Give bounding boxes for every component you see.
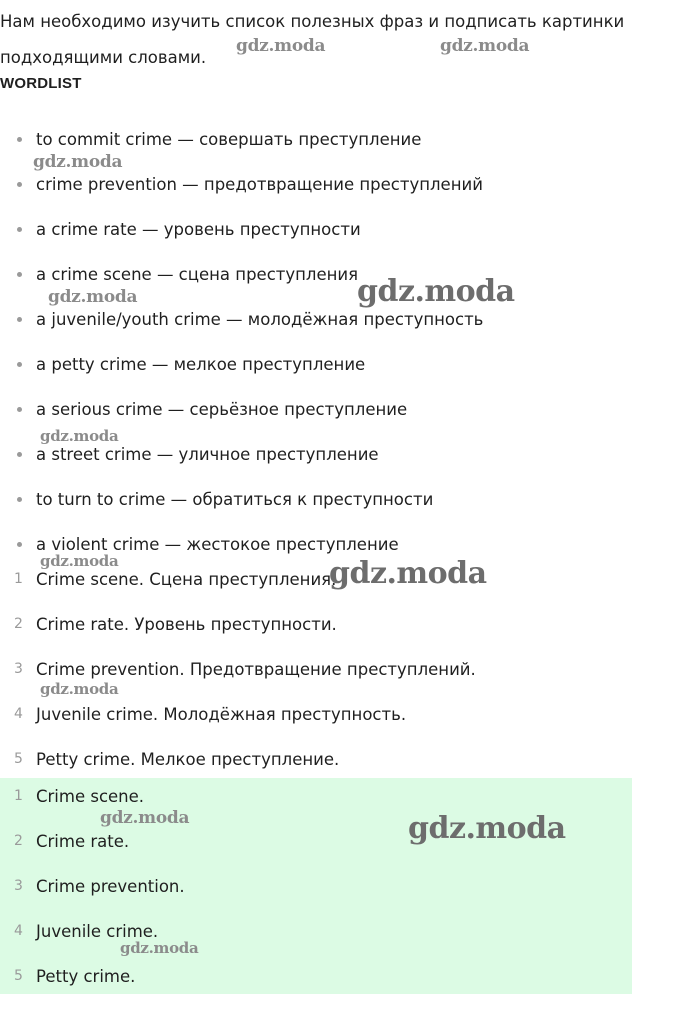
answer-text: Petty crime. Мелкое преступление. [36,750,340,769]
wordlist-item [0,477,483,522]
bullet-icon [17,227,22,232]
highlighted-answer-list [0,774,185,999]
answer-item [0,774,185,819]
watermark: gdz.moda [40,427,119,445]
translated-answer-list [0,557,476,782]
answer-text: Juvenile crime. Молодёжная преступность. [36,705,407,724]
answer-number: 2 [14,833,23,849]
wordlist-item-text: a petty crime — мелкое преступление [36,355,366,374]
watermark: gdz.moda [40,552,119,570]
wordlist-item-text: a crime scene — сцена преступления [36,265,359,284]
watermark: gdz.moda [40,680,119,698]
watermark: gdz.moda [100,808,190,828]
answer-item [0,647,476,692]
wordlist-item-text: crime prevention — предотвращение преступлений [36,175,483,194]
watermark: gdz.moda [33,152,123,172]
bullet-icon [17,317,22,322]
answer-text: Juvenile crime. [36,922,159,941]
answer-number: 2 [14,616,23,632]
answer-number: 3 [14,661,23,677]
answer-text: Crime rate. [36,832,130,851]
bullet-icon [17,497,22,502]
answer-number: 1 [14,788,23,804]
answer-text: Crime scene. Сцена преступления. [36,570,337,589]
answer-text: Crime prevention. Предотвращение преступлений. [36,660,476,679]
answer-number: 5 [14,751,23,767]
wordlist-item-text: a serious crime — серьёзное преступление [36,400,408,419]
answer-number: 4 [14,706,23,722]
bullet-icon [17,137,22,142]
answer-item [0,909,185,954]
answer-item [0,692,476,737]
wordlist-item-text: a violent crime — жестокое преступление [36,535,399,554]
answer-text: Crime scene. [36,787,145,806]
bullet-icon [17,362,22,367]
watermark: gdz.moda [236,36,326,56]
wordlist [0,117,483,567]
answer-text: Crime prevention. [36,877,185,896]
bullet-icon [17,452,22,457]
bullet-icon [17,407,22,412]
answer-number: 3 [14,878,23,894]
bullet-icon [17,542,22,547]
answer-number: 4 [14,923,23,939]
bullet-icon [17,182,22,187]
wordlist-item-text: a juvenile/youth crime — молодёжная преступность [36,310,484,329]
answer-text: Crime rate. Уровень преступности. [36,615,337,634]
intro-text: Нам необходимо изучить список полезных фраз и подписать картинки подходящими словами. [0,12,625,67]
wordlist-item [0,252,483,297]
answer-item [0,557,476,602]
wordlist-item [0,162,483,207]
wordlist-item [0,387,483,432]
wordlist-item-text: a crime rate — уровень преступности [36,220,361,239]
wordlist-item [0,297,483,342]
watermark: gdz.moda [329,556,487,591]
answer-item [0,954,185,999]
wordlist-item [0,117,483,162]
answer-number: 5 [14,968,23,984]
watermark: gdz.moda [48,287,138,307]
wordlist-item [0,432,483,477]
bullet-icon [17,272,22,277]
wordlist-item [0,342,483,387]
wordlist-heading: WORDLIST [0,75,82,92]
answer-item [0,864,185,909]
wordlist-item-text: to commit crime — совершать преступление [36,130,422,149]
wordlist-item-text: a street crime — уличное преступление [36,445,379,464]
answer-item [0,819,185,864]
answer-text: Petty crime. [36,967,136,986]
watermark: gdz.moda [120,939,199,957]
watermark: gdz.moda [408,811,566,846]
answer-number: 1 [14,571,23,587]
watermark: gdz.moda [440,36,530,56]
answer-item [0,602,476,647]
watermark: gdz.moda [357,274,515,309]
wordlist-item [0,207,483,252]
wordlist-item-text: to turn to crime — обратиться к преступности [36,490,434,509]
